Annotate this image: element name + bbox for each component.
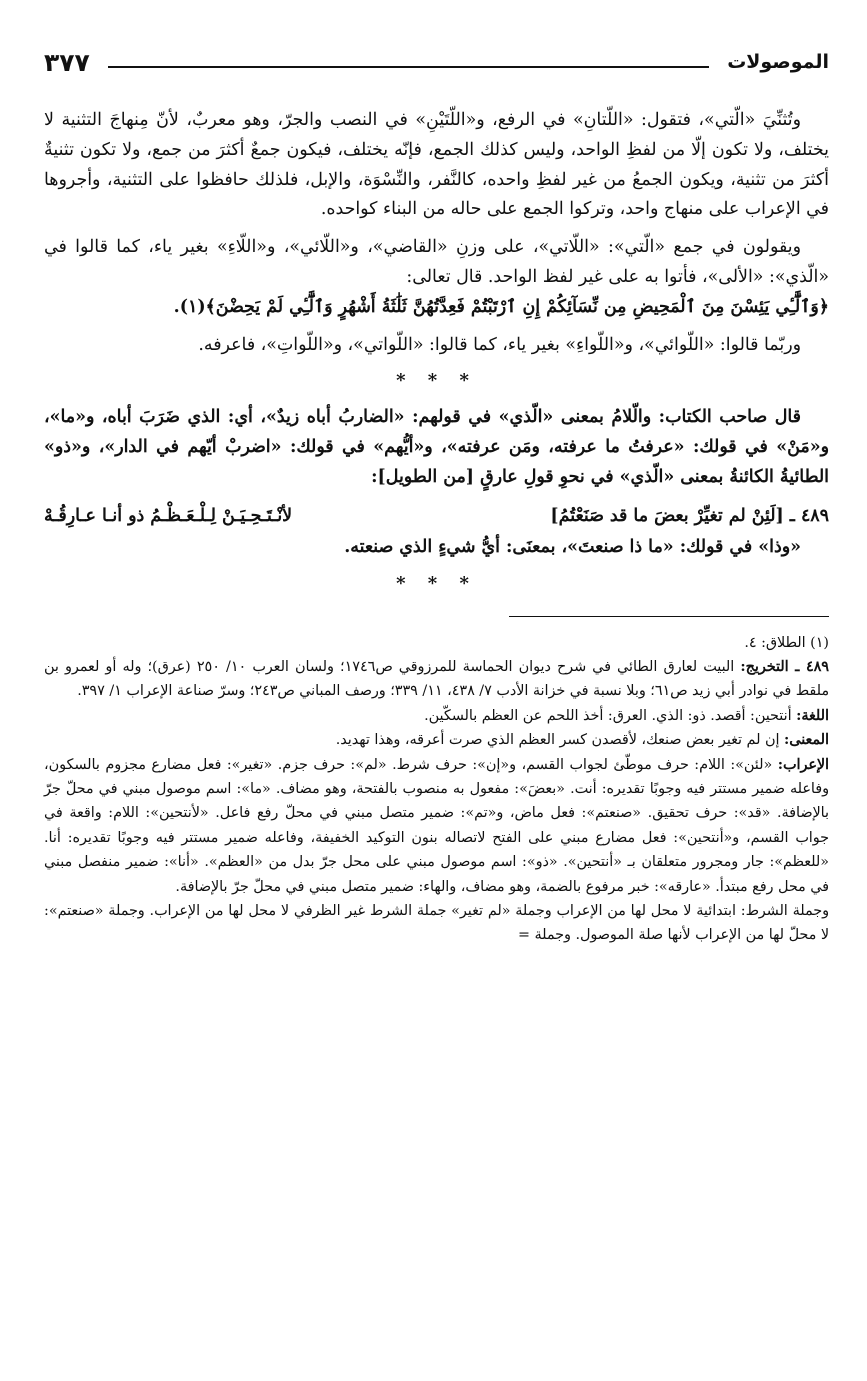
footnote-mana — [44, 728, 829, 752]
footnote-label: المعنى: — [784, 732, 829, 749]
footnote-text: أنتحين: أقصد. ذو: الذي. العرق: أخذ اللحم عن العظم بالسكّين. — [424, 707, 792, 724]
paragraph-rubbama: وربّما قالوا: «اللّوائي»، و«اللّواءِ» بغير ياء، كما قالوا: «اللّواتي»، و«اللّواتِ»، فاعرفه. — [198, 334, 801, 355]
verse-first-hemistich: ٤٨٩ ـ [لَئِنْ لم تغيِّرْ بعضَ ما قد صَنَعْتُمُ] — [550, 505, 829, 526]
poetry-verse — [44, 499, 829, 533]
footnote-lugha — [44, 704, 829, 728]
page-header — [44, 40, 829, 84]
paragraph-dual: وتُثنِّيَ «الّتي»، فتقول: «اللّتانِ» في الرفع، و«اللّتَيْنِ» في النصب والجرّ، وهو معربٌ، لأنّ مِنهاجَ التثنية لا يختلف، ولا تكون إلّا من لفظِ الواحد، وليس كذلك الجمع، فإنّه يختلف، فيكون جمعٌ أكثرَ من جمع، ولا تكون تثنيةٌ أكثرَ من تثنية، ويكون الجمعُ من غير لفظِ واحده، كالنَّفر، والنِّسْوَة، والإبل، فلذلك حافظوا على التثنية، وأجروها في الإعراب على منهاج واحد، وتركوا الجمع على حاله من البناء كواحده. — [44, 110, 829, 220]
footnote-text: إن لم تغير بعض صنعك، لأقصدن كسر العظم الذي صرت أعرقه، وهذا تهديد. — [335, 732, 780, 749]
footnote-text: البيت لعارق الطائي في شرح ديوان الحماسة للمرزوقي ص١٧٤٦؛ ولسان العرب ١٠/ ٢٥٠ (عرق)؛ وله أو لعمرو بن ملقط في نوادر أبي زيد ص٦١؛ وبلا نسبة في خزانة الأدب ٧/ ٤٣٨، ١١/ ٣٣٩؛ ورصف المباني ص٢٤٣؛ وسرّ صناعة الإعراب ١/ ٣٩٧. — [44, 658, 829, 700]
header-rule — [108, 66, 709, 68]
chapter-title: الموصولات — [727, 51, 829, 73]
footnote-label: ٤٨٩ ـ التخريج: — [740, 658, 829, 675]
footnotes — [44, 631, 829, 948]
footnote-text: «لئن»: اللام: حرف موطّئ لجواب القسم، و«إن»: حرف شرط. «لم»: حرف جزم. «تغير»: فعل مضارع مجزوم بالسكون، وفاعله ضمير مستتر فيه وجوبًا تقديره: أنت. «بعضَ»: مفعول به منصوب بالفتحة، وهو مضاف. «ما»: اسم موصول مبني في محلّ جرّ بالإضافة. «قد»: حرف تحقيق. «صنعتم»: فعل ماض، و«تم»: ضمير متصل مبني في محلّ رفع فاعل. «لأنتحين»: اللام: واقعة في جواب القسم، و«أنتحين»: فعل مضارع مبني على الفتح لاتصاله بنون التوكيد الخفيفة، وفاعله ضمير مستتر فيه وجوبًا تقديره: أنا. «للعظم»: جار ومجرور متعلقان بـ «أنتحين». «ذو»: اسم موصول مبني على محل جرّ بدل من «العظم». «أنا»: ضمير منفصل مبني في محل رفع مبتدأ. «عارقه»: خبر مرفوع بالضمة، وهو مضاف، والهاء: ضمير متصل مبني في محلّ جرّ بالإضافة. — [44, 756, 829, 895]
page-number: ٣٧٧ — [44, 47, 90, 77]
main-text — [44, 106, 829, 594]
section-separator: * * * — [396, 370, 477, 392]
footnote-jumla: وجملة الشرط: ابتدائية لا محل لها من الإعراب وجملة «لم تغير» جملة الشرط غير الظرفي لا محل لها من الإعراب. وجملة «صنعتم»: لا محلّ لها من الإعراب لأنها صلة الموصول. وجملة = — [44, 903, 829, 944]
paragraph-author-text: قال صاحب الكتاب: والّلامُ بمعنى «الّذي» في قولهم: «الضاربُ أباه زيدٌ»، أي: الذي ضَرَبَ أباه، و«ما»، و«مَنْ» في قولك: «عرفتُ ما عرفته، ومَن عرفته»، و«أيُّهم» في قولك: «اضربْ أيّهم في الدار»، و«ذو» الطائيةُ الكائنةُ بمعنى «الّذي» في نحوِ قولِ عارقٍ [من الطويل]: — [44, 407, 829, 487]
quran-verse: ﴿وَٱلَّٰٓـِٔي يَئِسْنَ مِنَ ٱلْمَحِيضِ مِن نِّسَآئِكُمْ إِنِ ٱرْتَبْتُمْ فَعِدَّتُهُنَّ ثَلَٰثَةُ أَشْهُرٍ وَٱلَّٰٓـِٔي لَمْ يَحِضْنَ﴾(١). — [173, 296, 829, 317]
book-page — [44, 40, 829, 1360]
footnote-1: (١) الطلاق: ٤. — [744, 634, 829, 651]
verse-second-hemistich: لأنْـتَـحِـيَـنْ لِـلْـعَـظْـمُ ذو أنـا عـارِقُـهْ — [44, 505, 293, 526]
paragraph-plural: ويقولون في جمع «الّتي»: «اللّاتي»، على وزنِ «القاضي»، و«اللّائي»، و«اللّاءِ» بغير ياء، كما قالوا في «الّذي»: «الألى»، فأتوا به على غير لفظ الواحد. قال تعالى: — [44, 237, 829, 287]
footnote-rule — [509, 616, 829, 617]
footnote-takhrij — [44, 655, 829, 704]
section-separator: * * * — [396, 572, 477, 594]
paragraph-dha: «وذا» في قولك: «ما ذا صنعتَ»، بمعنَى: أيُّ شيءٍ الذي صنعته. — [344, 536, 801, 557]
footnote-label: اللغة: — [796, 707, 829, 724]
footnote-irab — [44, 753, 829, 899]
footnote-label: الإعراب: — [777, 756, 829, 773]
